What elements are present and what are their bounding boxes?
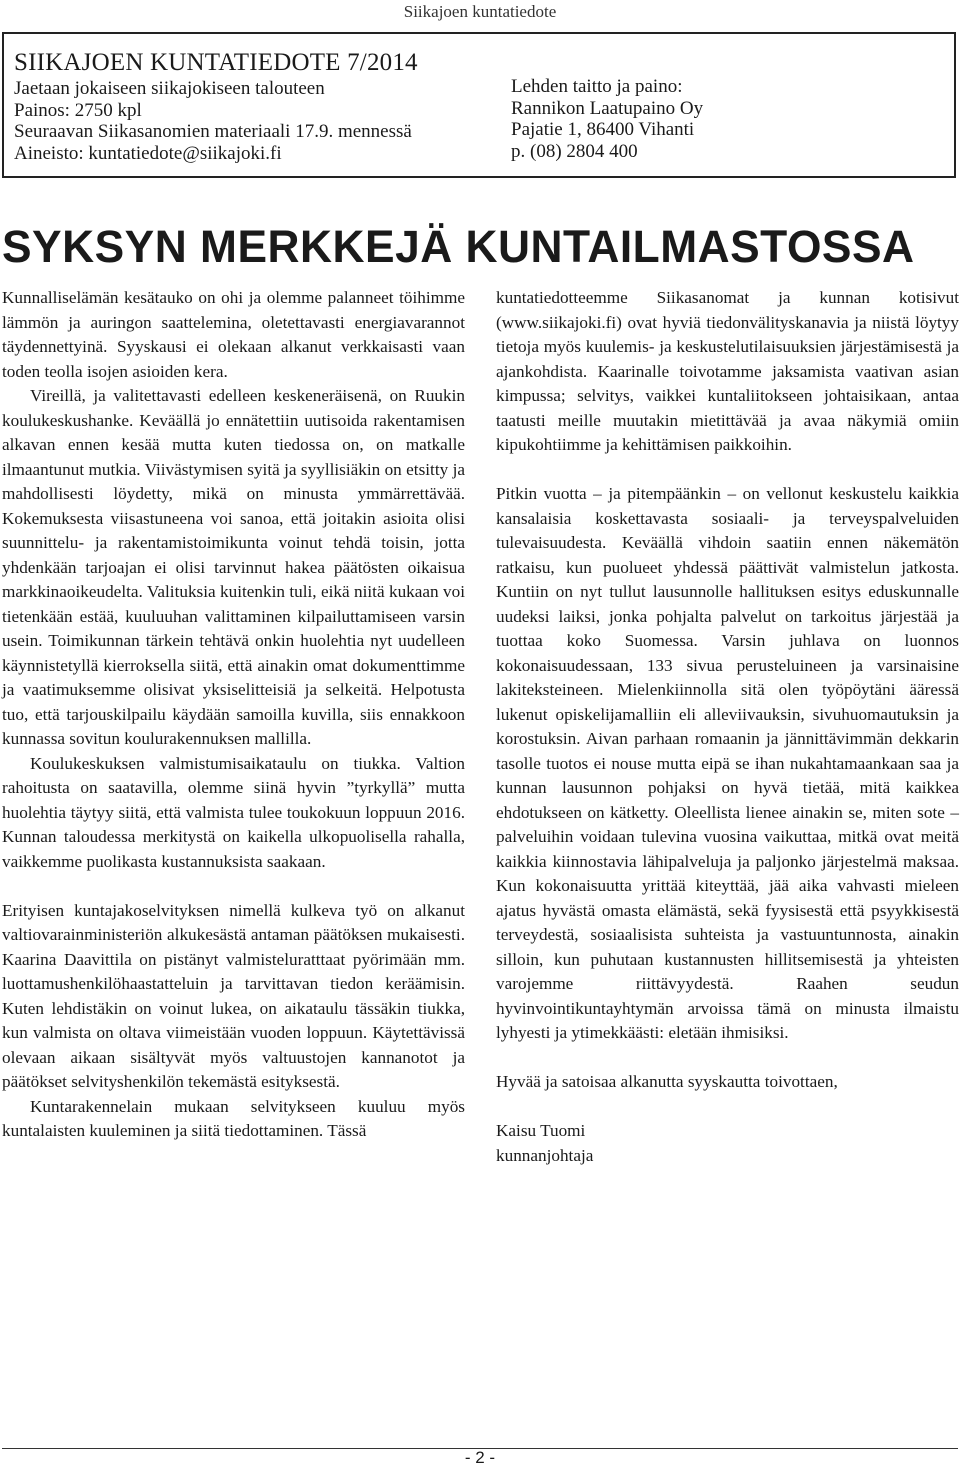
masthead-distribution: Jaetaan jokaiseen siikajokiseen talouteen — [14, 78, 325, 99]
signature-name: Kaisu Tuomi — [496, 1121, 586, 1140]
printer-heading: Lehden taitto ja paino: — [511, 76, 683, 97]
page-number: - 2 - — [464, 1448, 496, 1467]
masthead-contact-email: Aineisto: kuntatiedote@siikajoki.fi — [14, 142, 282, 164]
article-headline: SYKSYN MERKKEJÄ KUNTAILMASTOSSA — [2, 221, 915, 272]
paragraph: Kuntarakennelain mukaan selvitykseen kuuluu myös kuntalaisten kuuleminen ja siitä tiedottaminen. Tässä — [2, 1096, 465, 1140]
paragraph: Vireillä, ja valitettavasti edelleen keskeneräisenä, on Ruukin koulukeskushanke. Keväällä jo ennätettiin uutisoida rakentamisen alkavan ennen kesää mutta kuten tiedossa on, on matkalle ilmaantunut mutkia. Viivästymisen syitä ja syyllisiäkin on etsitty ja mahdollisesti löydetty, mikä on minusta ymmärrettävää. Kokemuksesta viisastuneena voi sanoa, että joitakin asioita olisi suunnittelu- ja rakentamistoimikunta voinut tehdä toisin, jotta yhdenkään tarjoajan ei olisi tarvinnut hakea päätösten oikaisua markkinaoikeudelta. Valituksia kuitenkin tuli, eikä niitä kukaan voi tietenkään estää, kuuluuhan valittaminen kilpailuttamiseen varsin usein. Toimikunnan tärkein tehtävä onkin huolehtia nyt uudelleen käynnistetyllä kierroksella siitä, että ainakin omat dokumenttimme ja vaatimuksemme olisivat yksiselitteisiä ja selkeitä. Helpotusta tuo, että tarjouskilpailu käydään samoilla kuvilla, siis ennakkoon kunnassa sovitun koulurakennuksen mallilla. — [2, 386, 465, 748]
closing-greeting: Hyvää ja satoisaa alkanutta syyskautta toivottaen, — [496, 1072, 838, 1091]
signature-title: kunnanjohtaja — [496, 1145, 594, 1165]
masthead-right — [511, 76, 931, 162]
running-head: Siikajoen kuntatiedote — [403, 2, 557, 21]
masthead-left — [14, 48, 484, 164]
masthead-title: SIIKAJOEN KUNTATIEDOTE 7/2014 — [14, 49, 418, 76]
printer-address: Pajatie 1, 86400 Vihanti — [511, 119, 695, 140]
masthead-next-deadline: Seuraavan Siikasanomien materiaali 17.9. mennessä — [14, 121, 412, 142]
paragraph: Kunnalliselämän kesätauko on ohi ja olemme palanneet töihimme lämmön ja auringon saattelemina, oletettavasti energiavarannot täydennettyinä. Syyskausi ei olekaan alkanut verkkaisasti vaan toden teolla isojen asioiden kera. — [2, 288, 465, 381]
article-column-right — [496, 286, 959, 1168]
paragraph: Erityisen kuntajakoselvityksen nimellä kulkeva työ on alkanut valtiovarainministeriön alkukesästä antaman päätöksen mukaisesti. Kaarina Daavittila on pistänyt valmisteluratttaat pyörimään mm. luottamushenkilöhaastatteluin ja tarvittavan tiedon keräämisin. Kuten lehdistäkin on voinut lukea, on aikataulu tässäkin tiukka, kun valmista on oltava viimeistään vuoden loppuun. Käytettävissä olevaan aikaan sisältyvät myös valtuustojen kannanotot ja päätökset selvityshenkilön tekemästä esityksestä. — [2, 900, 465, 1091]
printer-phone: p. (08) 2804 400 — [511, 140, 638, 162]
paragraph: Koulukeskuksen valmistumisaikataulu on tiukka. Valtion rahoitusta on saatavilla, olemme siinä hyvin ”tyrkyllä” mutta huolehtia täytyy siitä, että valmista tulee toukokuun loppuun 2016. Kunnan taloudessa merkitystä on kaikella ulkopuolisella rahalla, vaikkemme puolikasta kustannuksista saakaan. — [2, 753, 465, 871]
masthead-box — [2, 32, 956, 178]
printer-name: Rannikon Laatupaino Oy — [511, 97, 704, 119]
paragraph: Pitkin vuotta – ja pitempäänkin – on vellonut keskustelu kaikkia kansalaisia koskettavasta sosiaali- ja terveyspalveluiden tulevaisuudesta. Keväällä vihdoin saatiin ennen näkemätön ratkaisu, kun puolueet yhdessä päättivät valmistelun jatkosta. Kuntiin on nyt tullut lausunnolle hallituksen esitys eduskunnalle uudeksi laiksi, jonka pohjalta palvelut on tarkoitus järjestää ja tuottaa koko Suomessa. Varsin juhlava on luonnos kokonaisuudessaan, 133 sivua perusteluineen ja varsinaisine lakiteksteineen. Mielenkiinnolla sitä olen työpöytäni ääressä lukenut opiskelijamalliin eli alleviivauksin, sivuhuomautuksin ja korostuksin. Aivan parhaan romaanin ja jännittävimmän dekkarin tasolle tuotos ei nouse mutta eipä se ihan nukahtamaankaan saa ja kunnan lausunnon pohjaksi on hyvä tietää, mitä kaikkea ehdotukseen on kätketty. Oleellista lienee ainakin se, miten sote –palveluihin voidaan tulevina vuosina vaikuttaa, mitkä ovat meitä kaikkia kiinnostavia lähipalveluja ja paljonko järjestelmä maksaa. Kun kokonaisuutta yrittää kiteyttää, jää aika vahvasti mieleen ajatus hyvästä omasta elämästä, sekä fyysisestä että psyykkisestä terveydestä, sosiaalisista suhteista ja vastuuntunnosta, ainakin silloin, kun puhutaan kustannusten hillitsemisestä ja yhteisten varojemme riittävyydestä. Raahen seudun hyvinvointikuntayhtymän arvoissa tämä on minusta ilmaistu lyhyesti ja ytimekkäästi: eletään ihmisiksi. — [496, 484, 959, 1042]
article-column-left — [2, 286, 465, 1144]
masthead-print-run: Painos: 2750 kpl — [14, 99, 142, 121]
paragraph: kuntatiedotteemme Siikasanomat ja kunnan kotisivut (www.siikajoki.fi) ovat hyviä tiedonvälityskanavia ja niistä löytyy tietoja myös kuulemis- ja keskustelutilaisuuksien järjestämisestä ja ajankohdista. Kaarinalle toivotamme jaksamista vaativan asian kimpussa; selvitys, vaikkei kuntaliitokseen johtaisikaan, antaa taatusti meille muutakin mietittävää ja avaa näkymiä omiin kipukohtiimme ja kehittämisen paikkoihin. — [496, 288, 959, 454]
